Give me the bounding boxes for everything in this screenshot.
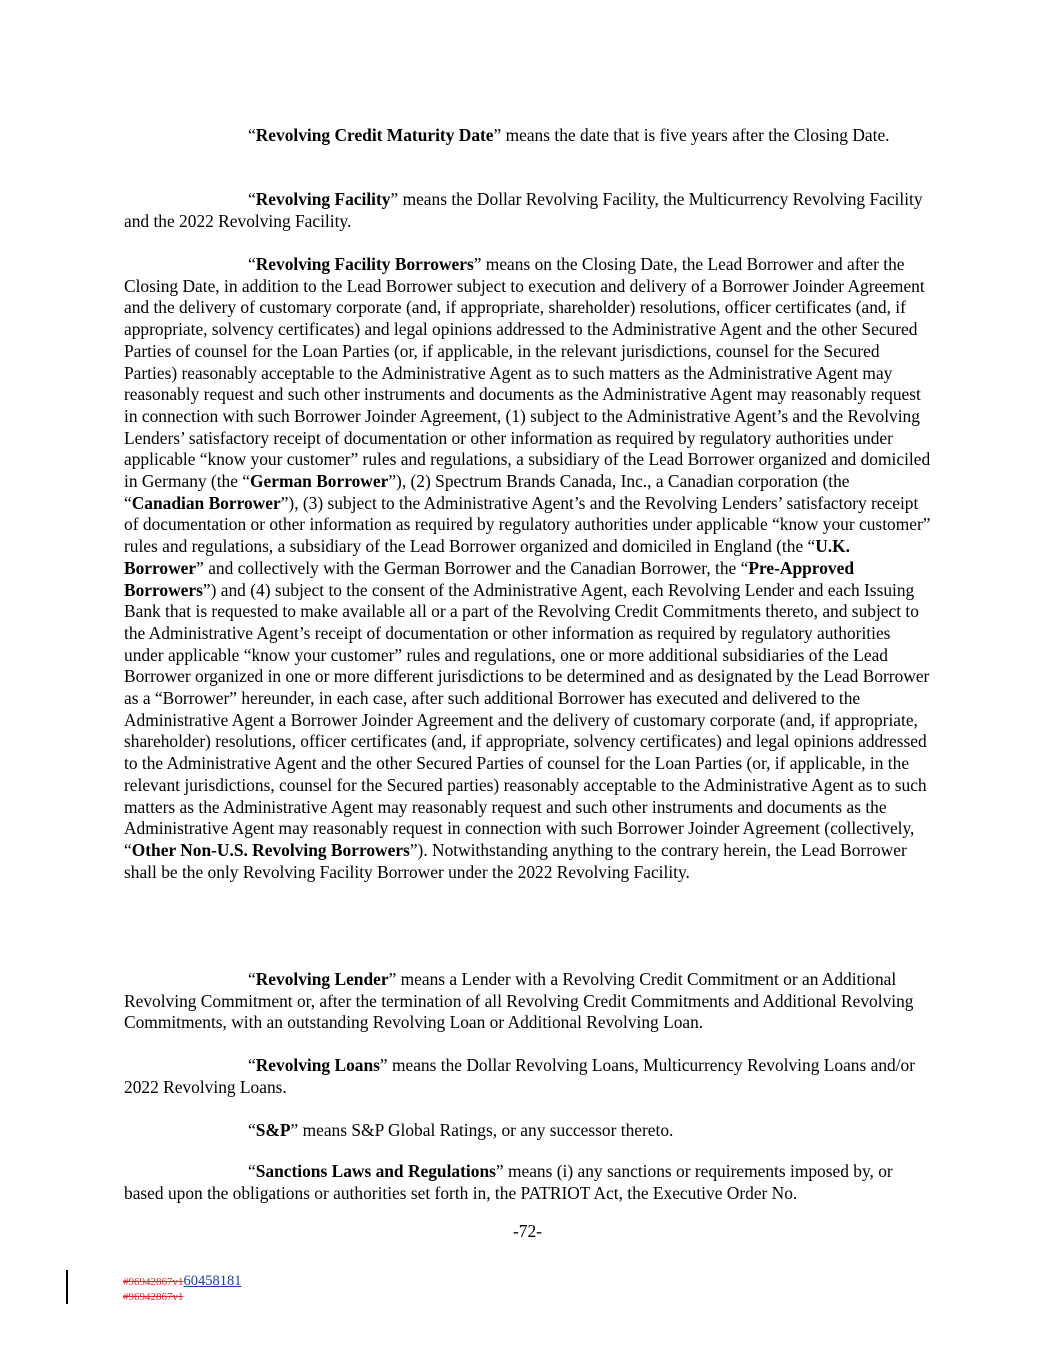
- definition-sanctions-laws-and-regulations: “Sanctions Laws and Regulations” means (i) any sanctions or requirements imposed by, or based upon the obligations or authorities set forth in, the PATRIOT Act, the Executive Order No.: [124, 1161, 893, 1203]
- defined-term: Revolving Facility Borrowers: [255, 254, 474, 274]
- defined-term-pre-approved-borrowers: Pre-Approved Borrowers: [124, 557, 854, 600]
- defined-term: S&P: [255, 1120, 291, 1140]
- document-id-line-2: [123, 1291, 184, 1304]
- deleted-document-id: #96942867v1: [123, 1291, 184, 1303]
- defined-term: Sanctions Laws and Regulations: [255, 1161, 496, 1181]
- definition-text: ” means S&P Global Ratings, or any successor thereto.: [290, 1120, 674, 1140]
- defined-term: Revolving Lender: [255, 969, 389, 989]
- definition-text: ” means the Dollar Revolving Loans, Multicurrency Revolving Loans and/or 2022 Revolving Loans.: [124, 1055, 916, 1097]
- definition-text: ”), (3) subject to the Administrative Agent’s and the Revolving Lenders’ satisfactory receipt of documentation or other information as required by regulatory authorities under applicable “know your customer” rules and regulations, a subsidiary of the Lead Borrower organized and domiciled in England (the “: [124, 492, 931, 557]
- definition-sp: “S&P” means S&P Global Ratings, or any successor thereto.: [248, 1120, 674, 1140]
- definition-text: ”) and (4) subject to the consent of the Administrative Agent, each Revolving Lender and each Issuing Bank that is requested to make available all or a part of the Revolving Credit Commitments thereto, and subject to the Administrative Agent’s receipt of documentation or other information as required by regulatory authorities under applicable “know your customer” rules and regulations, one or more additional subsidiaries of the Lead Borrower organized in one or more different jurisdictions to be determined and as designated by the Lead Borrower as a “Borrower” hereunder, in each case, after such additional Borrower has executed and delivered to the Administrative Agent a Borrower Joinder Agreement and the delivery of customary corporate (and, if appropriate, shareholder) resolutions, officer certificates (and, if appropriate, solvency certificates) and legal opinions addressed to the Administrative Agent and the other Secured Parties of counsel for the Loan Parties (or, if applicable, in the relevant jurisdictions, counsel for the Secured parties) reasonably acceptable to the Administrative Agent as to such matters as the Administrative Agent may reasonably request and such other instruments and documents as the Administrative Agent may reasonably request in connection with such Borrower Joinder Agreement (collectively, “: [124, 579, 930, 860]
- deleted-document-id: #96942867v1: [123, 1276, 184, 1288]
- definition-revolving-facility: “Revolving Facility” means the Dollar Revolving Facility, the Multicurrency Revolving Facility and the 2022 Revolving Facility.: [124, 189, 923, 231]
- definition-text: ” means the Dollar Revolving Facility, the Multicurrency Revolving Facility and the 2022 Revolving Facility.: [124, 189, 923, 231]
- defined-term-uk-borrower: U.K. Borrower: [124, 536, 851, 578]
- definition-text: ” means the date that is five years after the Closing Date.: [493, 125, 890, 145]
- defined-term-other-non-us-revolving-borrowers: Other Non-U.S. Revolving Borrowers: [131, 839, 410, 860]
- definition-text: ” means a Lender with a Revolving Credit Commitment or an Additional Revolving Commitment or, after the termination of all Revolving Credit Commitments and Additional Revolving Commitments, with an outstanding Revolving Loan or Additional Revolving Loan.: [124, 969, 914, 1033]
- defined-term: Revolving Facility: [255, 189, 391, 209]
- definition-text: ”), (2) Spectrum Brands Canada, Inc., a Canadian corporation (the “: [124, 471, 850, 513]
- definition-text: ” means (i) any sanctions or requirements imposed by, or based upon the obligations or authorities set forth in, the PATRIOT Act, the Executive Order No.: [124, 1161, 893, 1203]
- definition-text: ” means on the Closing Date, the Lead Borrower and after the Closing Date, in addition to the Lead Borrower subject to execution and delivery of a Borrower Joinder Agreement and the delivery of customary corporate (and, if appropriate, shareholder) resolutions, officer certificates (and, if appropriate, solvency certificates) and legal opinions addressed to the Administrative Agent and the other Secured Parties of counsel for the Loan Parties (or, if applicable, in the relevant jurisdictions, counsel for the Secured Parties) reasonably acceptable to the Administrative Agent as to such matters as the Administrative Agent may reasonably request and such other instruments and documents as the Administrative Agent may reasonably request in connection with such Borrower Joinder Agreement, (1) subject to the Administrative Agent’s and the Revolving Lenders’ satisfactory receipt of documentation or other information as required by regulatory authorities under applicable “know your customer” rules and regulations, a subsidiary of the Lead Borrower organized and domiciled in Germany (the “: [124, 254, 931, 492]
- change-bar: [66, 1270, 68, 1304]
- definition-text: ” and collectively with the German Borrower and the Canadian Borrower, the “: [196, 557, 749, 578]
- defined-term-canadian-borrower: Canadian Borrower: [131, 492, 281, 513]
- definition-text: ”). Notwithstanding anything to the contrary herein, the Lead Borrower shall be the only Revolving Facility Borrower under the 2022 Revolving Facility.: [124, 839, 907, 882]
- defined-term: Revolving Loans: [255, 1055, 380, 1075]
- definition-revolving-lender: “Revolving Lender” means a Lender with a Revolving Credit Commitment or an Additional Revolving Commitment or, after the termination of all Revolving Credit Commitments and Additional Revolving Commitments, with an outstanding Revolving Loan or Additional Revolving Loan.: [124, 969, 914, 1033]
- page-number: -72-: [513, 1221, 542, 1241]
- document-id-line: [123, 1275, 242, 1289]
- defined-term-german-borrower: German Borrower: [250, 471, 389, 492]
- definition-revolving-credit-maturity-date: “Revolving Credit Maturity Date” means the date that is five years after the Closing Date.: [248, 125, 890, 145]
- inserted-document-id: 60458181: [183, 1273, 242, 1289]
- definition-revolving-facility-borrowers: “Revolving Facility Borrowers” means on the Closing Date, the Lead Borrower and after the Closing Date, in addition to the Lead Borrower subject to execution and delivery of a Borrower Joinder Agreement and the delivery of customary corporate (and, if appropriate, shareholder) resolutions, officer certificates (and, if appropriate, solvency certificates) and legal opinions addressed to the Administrative Agent and the other Secured Parties of counsel for the Loan Parties (or, if applicable, in the relevant jurisdictions, counsel for the Secured Parties) reasonably acceptable to the Administrative Agent as to such matters as the Administrative Agent may reasonably request and such other instruments and documents as the Administrative Agent may reasonably request in connection with such Borrower Joinder Agreement, (1) subject to the Administrative Agent’s and the Revolving Lenders’ satisfactory receipt of documentation or other information as required by regulatory authorities under applicable “know your customer” rules and regulations, a subsidiary of the Lead Borrower organized and domiciled in Germany (the “German Borrower”), (2) Spectrum Brands Canada, Inc., a Canadian corporation (the “Canadian Borrower”), (3) subject to the Administrative Agent’s and the Revolving Lenders’ satisfactory receipt of documentation or other information as required by regulatory authorities under applicable “know your customer” rules and regulations, a subsidiary of the Lead Borrower organized and domiciled in England (the “U.K. Borrower” and collectively with the German Borrower and the Canadian Borrower, the “Pre-Approved Borrowers”) and (4) subject to the consent of the Administrative Agent, each Revolving Lender and each Issuing Bank that is requested to make available all or a part of the Revolving Credit Commitments thereto, and subject to the Administrative Agent’s receipt of documentation or other information as required by regulatory authorities under applicable “know your customer” rules and regulations, one or more additional subsidiaries of the Lead Borrower organized in one or more different jurisdictions to be determined and as designated by the Lead Borrower as a “Borrower” hereunder, in each case, after such additional Borrower has executed and delivered to the Administrative Agent a Borrower Joinder Agreement and the delivery of customary corporate (and, if appropriate, shareholder) resolutions, officer certificates (and, if appropriate, solvency certificates) and legal opinions addressed to the Administrative Agent and the other Secured Parties of counsel for the Loan Parties (or, if applicable, in the relevant jurisdictions, counsel for the Secured parties) reasonably acceptable to the Administrative Agent as to such matters as the Administrative Agent may reasonably request and such other instruments and documents as the Administrative Agent may reasonably request in connection with such Borrower Joinder Agreement (collectively, “Other Non-U.S. Revolving Borrowers”). Notwithstanding anything to the contrary herein, the Lead Borrower shall be the only Revolving Facility Borrower under the 2022 Revolving Facility.: [124, 254, 931, 882]
- definition-revolving-loans: “Revolving Loans” means the Dollar Revolving Loans, Multicurrency Revolving Loans and/or 2022 Revolving Loans.: [124, 1055, 916, 1097]
- defined-term: Revolving Credit Maturity Date: [255, 125, 494, 145]
